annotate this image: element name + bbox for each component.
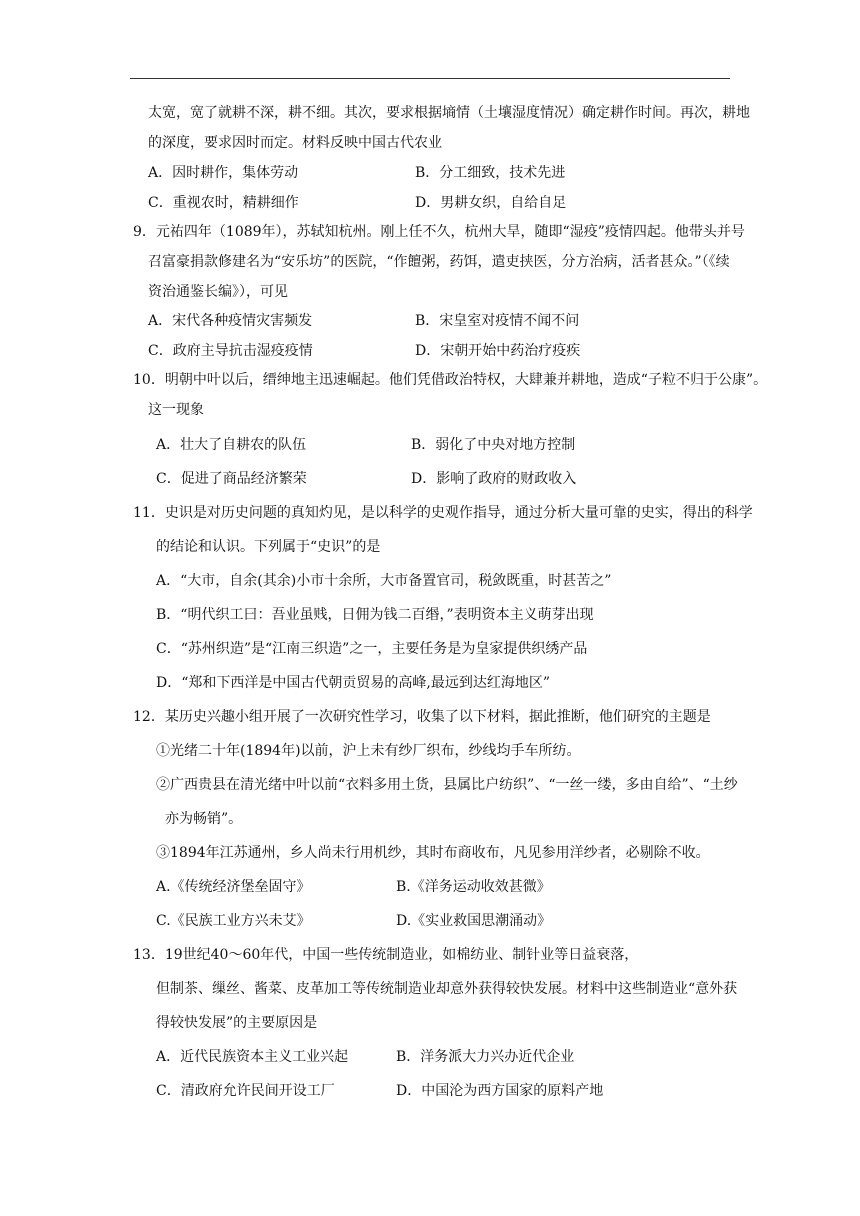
material-1: ①光绪二十年(1894年)以前，沪上未有纱厂织布，纱线均手车所纺。 — [156, 743, 581, 759]
question-9: 9．元祐四年（1089年），苏轼知杭州。刚上任不久，杭州大旱，随即“湿疫”疫情四起。他带头并号 — [133, 224, 745, 240]
option-a: A．宋代各种疫情灾害频发 — [148, 313, 313, 329]
option-b: B．洋务派大力兴办近代企业 — [396, 1049, 575, 1065]
option-a: A．壮大了自耕农的队伍 — [156, 437, 307, 453]
option-c: C．重视农时，精耕细作 — [148, 195, 299, 211]
option-d: D．影响了政府的财政收入 — [411, 471, 577, 487]
text-line: 这一现象 — [148, 402, 204, 418]
text-line: 但制茶、缫丝、酱菜、皮革加工等传统制造业却意外获得较快发展。材料中这些制造业“意外获 — [156, 981, 738, 997]
question-12: 12．某历史兴趣小组开展了一次研究性学习，收集了以下材料，据此推断，他们研究的主题是 — [133, 709, 711, 725]
text-line: 资治通鉴长编》），可见 — [148, 284, 288, 300]
question-11: 11．史识是对历史问题的真知灼见，是以科学的史观作指导，通过分析大量可靠的史实，得出的科学 — [133, 505, 753, 521]
option-b: B．分工细致，技术先进 — [415, 165, 566, 181]
option-b: B．“明代织工曰：吾业虽贱，日佣为钱二百缗，”表明资本主义萌芽出现 — [156, 607, 594, 623]
option-c: C．清政府允许民间开设工厂 — [156, 1083, 335, 1099]
question-10: 10．明朝中叶以后，缙绅地主迅速崛起。他们凭借政治特权，大肆兼并耕地，造成“子粒不归于公康”。 — [133, 372, 768, 388]
text-line: 的深度，要求因时而定。材料反映中国古代农业 — [148, 135, 442, 151]
text-line: 太宽，宽了就耕不深，耕不细。其次，要求根据墒情（土壤湿度情况）确定耕作时间。再次，耕地 — [148, 105, 750, 121]
option-c: C．促进了商品经济繁荣 — [156, 471, 307, 487]
option-c: C．政府主导抗击湿疫疫情 — [148, 343, 313, 359]
option-b: B．弱化了中央对地方控制 — [411, 437, 576, 453]
option-a: A．“大市，自余(其余)小市十余所，大市备置官司，税敛既重，时甚苦之” — [156, 573, 612, 589]
material-3: ③1894年江苏通州，乡人尚未行用机纱，其时布商收布，凡见参用洋纱者，必剔除不收。 — [156, 845, 710, 861]
question-13: 13．19世纪40～60年代，中国一些传统制造业，如棉纺业、制针业等日益衰落， — [133, 947, 639, 963]
option-a: A．近代民族资本主义工业兴起 — [156, 1049, 349, 1065]
option-d: D．中国沦为西方国家的原料产地 — [396, 1083, 604, 1099]
option-b: B．宋皇室对疫情不闻不问 — [415, 313, 580, 329]
text-line: 得较快发展”的主要原因是 — [156, 1015, 318, 1031]
option-d: D．“郑和下西洋是中国古代朝贡贸易的高峰,最远到达红海地区” — [156, 675, 550, 691]
option-c: C．“苏州织造”是“江南三织造”之一，主要任务是为皇家提供织绣产品 — [156, 641, 588, 657]
option-d: D．男耕女织，自给自足 — [415, 195, 567, 211]
text-line: 亦为畅销”。 — [165, 811, 243, 827]
text-line: 的结论和认识。下列属于“史识”的是 — [156, 539, 381, 555]
option-a: A.《传统经济堡垒固守》 — [156, 879, 311, 895]
text-line: 召富豪捐款修建名为“安乐坊”的医院，“作饘粥，药饵，遣吏挟医，分方治病，活者甚众。”（《续 — [148, 254, 730, 270]
option-d: D．宋朝开始中药治疗疫疾 — [415, 343, 581, 359]
option-c: C.《民族工业方兴未艾》 — [156, 913, 311, 929]
material-2: ②广西贵县在清光绪中叶以前“衣料多用土货，县属比户纺织”、“一丝一缕，多由自给”、“土纱 — [156, 777, 738, 793]
option-a: A．因时耕作，集体劳动 — [148, 165, 299, 181]
option-d: D.《实业救国思潮涌动》 — [396, 913, 552, 929]
option-b: B.《洋务运动收效甚微》 — [396, 879, 551, 895]
header-rule — [130, 78, 730, 79]
